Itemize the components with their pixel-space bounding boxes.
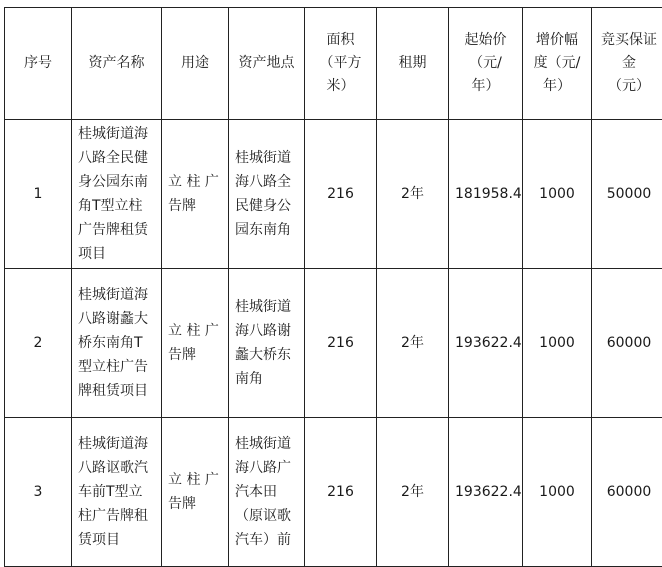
text-line: 牌租赁项目 — [78, 379, 155, 403]
text-line: 赁项目 — [78, 528, 155, 552]
text-line: 桥东南角T — [78, 331, 155, 355]
cell-purpose — [162, 418, 229, 567]
cell-start-price: 193622.4 — [449, 269, 523, 418]
text-line: 柱广告牌租 — [78, 504, 155, 528]
cell-increment: 1000 — [523, 418, 592, 567]
text-line: 立 柱 广 — [168, 468, 222, 492]
text-line: 立 柱 广 — [168, 319, 222, 343]
header-deposit — [592, 8, 662, 120]
text-line: （平方 — [311, 52, 370, 75]
text-line: 海八路谢 — [235, 319, 298, 343]
cell-index: 3 — [5, 418, 72, 567]
text-line: 汽本田 — [235, 480, 298, 504]
cell-purpose — [162, 269, 229, 418]
text-line: 八路讴歌汽 — [78, 456, 155, 480]
text-line: 桂城街道 — [235, 295, 298, 319]
text-line: 租期 — [383, 52, 442, 75]
text-line: 型立柱广告 — [78, 355, 155, 379]
text-line: 用途 — [168, 52, 222, 75]
header-increment — [523, 8, 592, 120]
table-row — [5, 418, 662, 567]
text-line: 项目 — [78, 242, 155, 266]
text-line: 年） — [529, 75, 585, 98]
text-line: 年） — [455, 75, 516, 98]
header-purpose — [162, 8, 229, 120]
text-line: 告牌 — [168, 492, 222, 516]
text-line: 南角 — [235, 367, 298, 391]
text-line: 增价幅 — [529, 29, 585, 52]
text-line: （元/ — [455, 52, 516, 75]
text-line: 广告牌租赁 — [78, 218, 155, 242]
text-line: 民健身公 — [235, 194, 298, 218]
cell-start-price: 193622.4 — [449, 418, 523, 567]
cell-increment: 1000 — [523, 269, 592, 418]
text-line: 八路谢蠡大 — [78, 307, 155, 331]
cell-increment: 1000 — [523, 120, 592, 269]
cell-term: 2年 — [377, 120, 449, 269]
cell-location — [229, 269, 305, 418]
asset-lease-table — [4, 7, 662, 567]
cell-location — [229, 120, 305, 269]
text-line: 资产地点 — [235, 52, 298, 75]
text-line: 汽车）前 — [235, 528, 298, 552]
cell-term: 2年 — [377, 269, 449, 418]
cell-deposit: 60000 — [592, 418, 662, 567]
text-line: 告牌 — [168, 343, 222, 367]
text-line: 桂城街道 — [235, 432, 298, 456]
text-line: （原讴歌 — [235, 504, 298, 528]
table-row — [5, 120, 662, 269]
cell-asset-name — [72, 418, 162, 567]
cell-area: 216 — [305, 120, 377, 269]
text-line: 车前T型立 — [78, 480, 155, 504]
text-line: 角T型立柱 — [78, 194, 155, 218]
cell-index: 2 — [5, 269, 72, 418]
text-line: 身公园东南 — [78, 170, 155, 194]
cell-area: 216 — [305, 418, 377, 567]
text-line: 度（元/ — [529, 52, 585, 75]
text-line: 立 柱 广 — [168, 170, 222, 194]
text-line: 桂城街道 — [235, 146, 298, 170]
cell-start-price: 181958.4 — [449, 120, 523, 269]
header-row — [5, 8, 662, 120]
text-line: 园东南角 — [235, 218, 298, 242]
text-line: 起始价 — [455, 29, 516, 52]
header-area — [305, 8, 377, 120]
table-header — [5, 8, 662, 120]
text-line: 金 — [598, 52, 660, 75]
cell-term: 2年 — [377, 418, 449, 567]
text-line: 米） — [311, 75, 370, 98]
header-term — [377, 8, 449, 120]
text-line: 桂城街道海 — [78, 432, 155, 456]
text-line: 八路全民健 — [78, 146, 155, 170]
text-line: 海八路全 — [235, 170, 298, 194]
header-asset-name — [72, 8, 162, 120]
text-line: 竞买保证 — [598, 29, 660, 52]
text-line: 桂城街道海 — [78, 283, 155, 307]
text-line: 蠡大桥东 — [235, 343, 298, 367]
cell-deposit: 50000 — [592, 120, 662, 269]
text-line: 序号 — [11, 52, 65, 75]
table-body — [5, 120, 662, 567]
cell-area: 216 — [305, 269, 377, 418]
header-start-price — [449, 8, 523, 120]
text-line: 桂城街道海 — [78, 122, 155, 146]
text-line: 海八路广 — [235, 456, 298, 480]
cell-asset-name — [72, 269, 162, 418]
header-index — [5, 8, 72, 120]
cell-deposit: 60000 — [592, 269, 662, 418]
text-line: 资产名称 — [78, 52, 155, 75]
table-row — [5, 269, 662, 418]
text-line: （元） — [598, 75, 660, 98]
cell-asset-name — [72, 120, 162, 269]
cell-index: 1 — [5, 120, 72, 269]
text-line: 告牌 — [168, 194, 222, 218]
cell-purpose — [162, 120, 229, 269]
header-location — [229, 8, 305, 120]
text-line: 面积 — [311, 29, 370, 52]
cell-location — [229, 418, 305, 567]
